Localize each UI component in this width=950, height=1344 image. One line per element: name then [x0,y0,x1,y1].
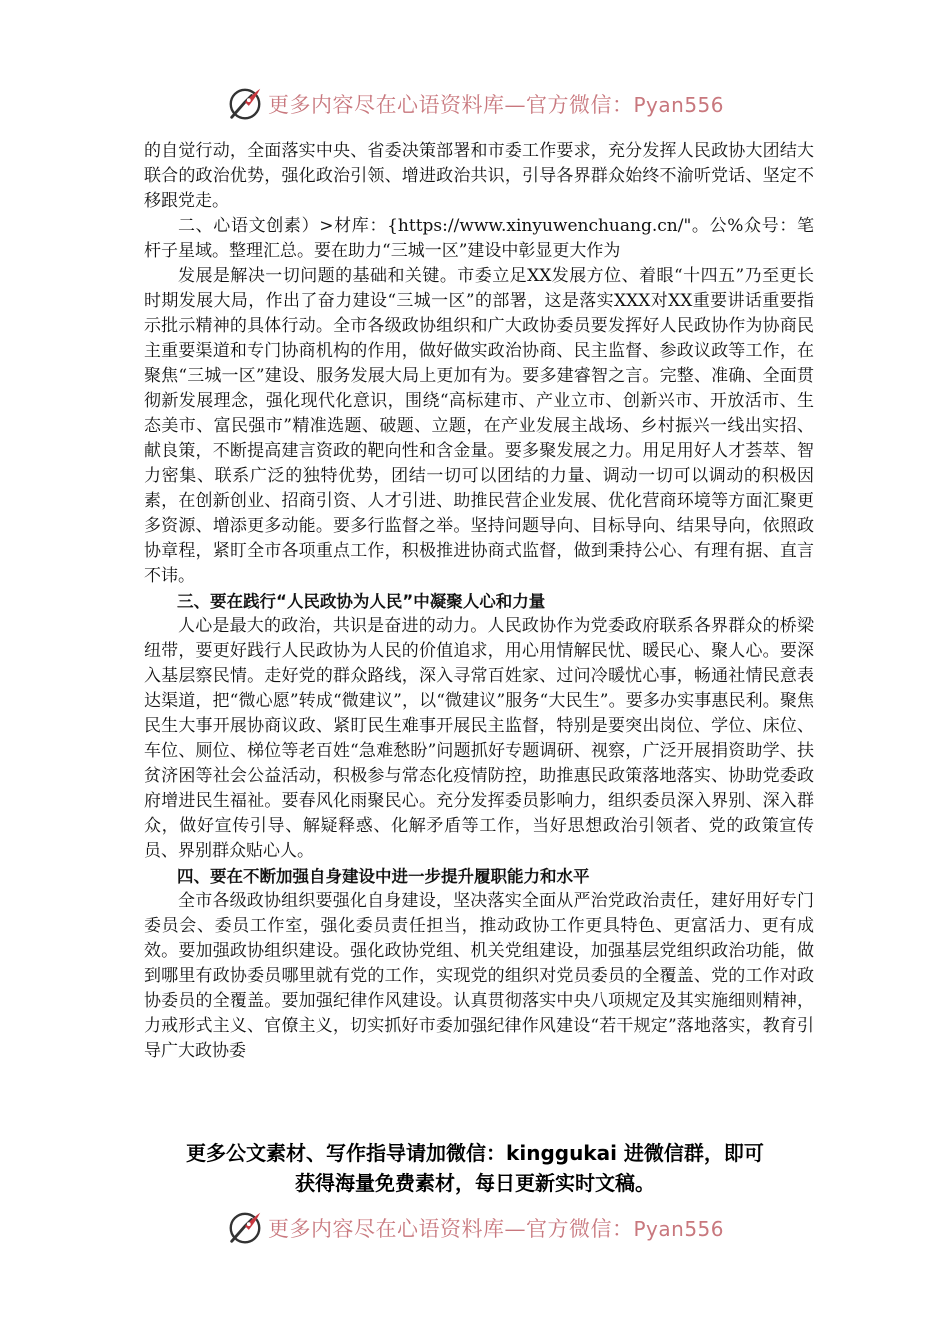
pen-nib-logo-icon [226,1209,264,1247]
pen-nib-logo-icon [226,85,264,123]
document-body [144,139,814,1064]
promo-line-1: 更多公文素材、写作指导请加微信：kinggukai 进微信群，即可 [186,1141,764,1165]
section-three-heading: 三、要在践行“人民政协为人民”中凝聚人心和力量 [177,592,546,611]
section-two-heading: 二、心语文创素）>材库：{https://www.xinyuwenchuang.cn/"。公%众号：笔杆子星域。整理汇总。要在助力“三城一区”建设中彰显更大作为 [144,216,814,261]
header-banner [0,84,950,124]
paragraph-development: 发展是解决一切问题的基础和关键。市委立足XX发展方位、着眼“十四五”乃至更长时期发展大局，作出了奋力建设“三城一区”的部署，这是落实XXX对XX重要讲话重要指示批示精神的具体行动。全市各级政协组织和广大政协委员要发挥好人民政协作为协商民主重要渠道和专门协商机构的作用，做好做实政治协商、民主监督、参政议政等工作，在聚焦“三城一区”建设、服务发展大局上更加有为。要多建睿智之言。完整、准确、全面贯彻新发展理念，强化现代化意识，围绕“高标建市、产业立市、创新兴市、开放活市、生态美市、富民强市”精准选题、破题、立题，在产业发展主战场、乡村振兴一线出实招、献良策，不断提高建言资政的靶向性和含金量。要多聚发展之力。用足用好人才荟萃、智力密集、联系广泛的独特优势，团结一切可以团结的力量、调动一切可以调动的积极因素，在创新创业、招商引资、人才引进、助推民营企业发展、优化营商环境等方面汇聚更多资源、增添更多动能。要多行监督之举。坚持问题导向、目标导向、结果导向，依照政协章程，紧盯全市各项重点工作，积极推进协商式监督，做到秉持公心、有理有据、直言不讳。 [144,266,814,586]
paragraph-continuation: 的自觉行动，全面落实中央、省委决策部署和市委工作要求，充分发挥人民政协大团结大联合的政治优势，强化政治引领、增进政治共识，引导各界群众始终不渝听党话、坚定不移跟党走。 [144,141,814,211]
promo-line-2: 获得海量免费素材，每日更新实时文稿。 [295,1171,655,1195]
footer-banner [0,1208,950,1248]
footer-banner-text: 更多内容尽在心语资料库—官方微信：Pyan556 [267,1217,724,1241]
paragraph-self-building: 全市各级政协组织要强化自身建设，坚决落实全面从严治党政治责任，建好用好专门委员会、委员工作室，强化委员责任担当，推动政协工作更具特色、更富活力、更有成效。要加强政协组织建设。强化政协党组、机关党组建设，加强基层党组织政治功能，做到哪里有政协委员哪里就有党的工作，实现党的组织对党员委员的全覆盖、党的工作对政协委员的全覆盖。要加强纪律作风建设。认真贯彻落实中央八项规定及其实施细则精神，力戒形式主义、官僚主义，切实抓好市委加强纪律作风建设“若干规定”落地落实，教育引导广大政协委 [144,891,814,1061]
paragraph-people: 人心是最大的政治，共识是奋进的动力。人民政协作为党委政府联系各界群众的桥梁纽带，要更好践行人民政协为人民的价值追求，用心用情解民忧、暖民心、聚人心。要深入基层察民情。走好党的群众路线，深入寻常百姓家、过问冷暖忧心事，畅通社情民意表达渠道，把“微心愿”转成“微建议”，以“微建议”服务“大民生”。要多办实事惠民利。聚焦民生大事开展协商议政、紧盯民生难事开展民主监督，特别是要突出岗位、学位、床位、车位、厕位、梯位等老百姓“急难愁盼”问题抓好专题调研、视察，广泛开展捐资助学、扶贫济困等社会公益活动，积极参与常态化疫情防控，助推惠民政策落地落实、协助党委政府增进民生福祉。要春风化雨聚民心。充分发挥委员影响力，组织委员深入界别、深入群众，做好宣传引导、解疑释惑、化解矛盾等工作，当好思想政治引领者、党的政策宣传员、界别群众贴心人。 [144,616,814,861]
section-four-heading: 四、要在不断加强自身建设中进一步提升履职能力和水平 [177,867,590,886]
header-banner-text: 更多内容尽在心语资料库—官方微信：Pyan556 [267,93,724,117]
promo-notice [100,1138,850,1198]
